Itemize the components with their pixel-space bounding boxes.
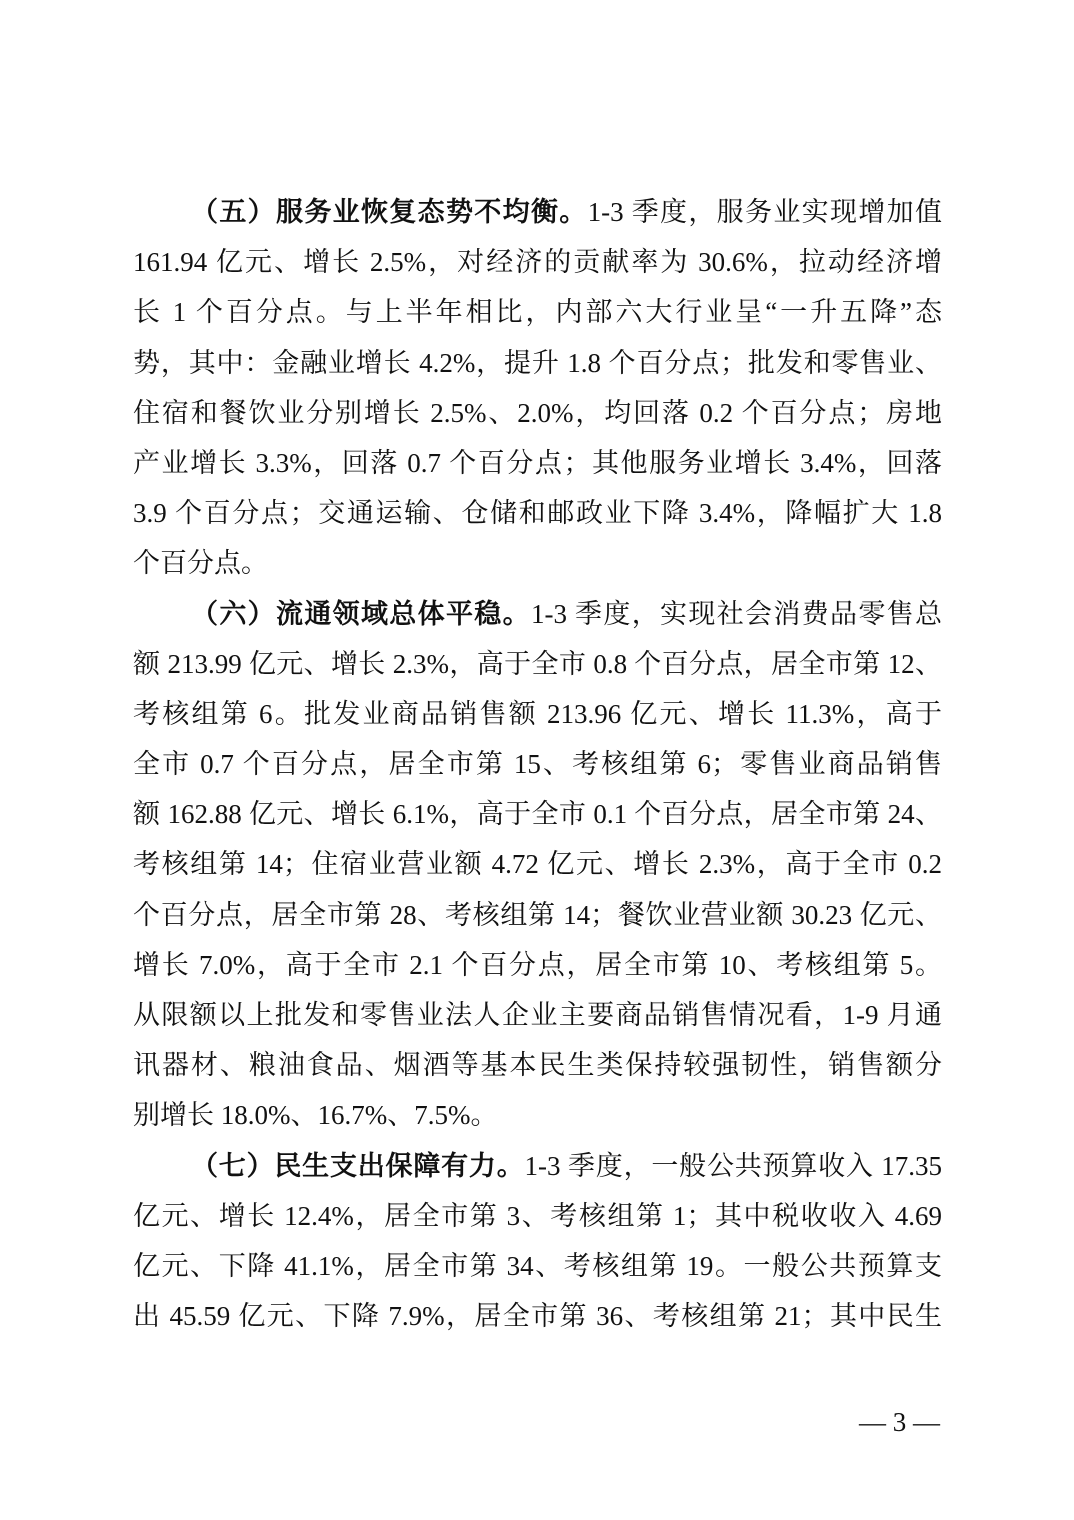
section-heading: （五）服务业恢复态势不均衡。 (191, 197, 588, 227)
text-line: 住宿和餐饮业分别增长 2.5%、2.0%，均回落 0.2 个百分点；房地 (133, 397, 942, 428)
text-line: 势，其中：金融业增长 4.2%，提升 1.8 个百分点；批发和零售业、 (133, 347, 942, 378)
text-line: 讯器材、粮油食品、烟酒等基本民生类保持较强韧性，销售额分 (133, 1050, 942, 1081)
paragraph-circulation (133, 589, 942, 1141)
text-line: 全市 0.7 个百分点，居全市第 15、考核组第 6；零售业商品销售 (133, 749, 942, 780)
text-line: 161.94 亿元、增长 2.5%，对经济的贡献率为 30.6%，拉动经济增 (133, 247, 942, 278)
text-line: 个百分点。 (133, 548, 268, 579)
text-line (133, 187, 942, 237)
text-line: 别增长 18.0%、16.7%、7.5%。 (133, 1100, 498, 1131)
text-line: 长 1 个百分点。与上半年相比，内部六大行业呈“一升五降”态 (133, 297, 942, 328)
text-line: 个百分点，居全市第 28、考核组第 14；餐饮业营业额 30.23 亿元、 (133, 899, 942, 930)
text-line: 出 45.59 亿元、下降 7.9%，居全市第 36、考核组第 21；其中民生 (133, 1301, 942, 1332)
text-line (133, 1141, 942, 1191)
text-line: 考核组第 6。批发业商品销售额 213.96 亿元、增长 11.3%，高于 (133, 698, 942, 729)
page-number: — 3 — (859, 1407, 940, 1437)
text-line: 亿元、下降 41.1%，居全市第 34、考核组第 19。一般公共预算支 (133, 1250, 942, 1281)
text-line: 额 213.99 亿元、增长 2.3%，高于全市 0.8 个百分点，居全市第 12、 (133, 648, 942, 679)
text-line: 考核组第 14；住宿业营业额 4.72 亿元、增长 2.3%，高于全市 0.2 (133, 849, 942, 880)
document-body (133, 187, 942, 1341)
text-line: 额 162.88 亿元、增长 6.1%，高于全市 0.1 个百分点，居全市第 24、 (133, 799, 942, 830)
section-heading: （六）流通领域总体平稳。 (191, 598, 531, 629)
text-line (133, 589, 942, 639)
paragraph-livelihood (133, 1141, 942, 1342)
text-line: 3.9 个百分点；交通运输、仓储和邮政业下降 3.4%，降幅扩大 1.8 (133, 498, 942, 529)
text-run: 1-3 季度，实现社会消费品零售总 (530, 598, 942, 629)
section-heading: （七）民生支出保障有力。 (191, 1150, 525, 1181)
text-line: 亿元、增长 12.4%，居全市第 3、考核组第 1；其中税收收入 4.69 (133, 1200, 942, 1231)
text-run: 1-3 季度，服务业实现增加值 (587, 197, 942, 227)
text-line: 从限额以上批发和零售业法人企业主要商品销售情况看，1-9 月通 (133, 1000, 942, 1030)
text-line: 产业增长 3.3%，回落 0.7 个百分点；其他服务业增长 3.4%，回落 (133, 447, 942, 478)
paragraph-services (133, 187, 942, 589)
text-run: 1-3 季度，一般公共预算收入 17.35 (524, 1150, 942, 1181)
text-line: 增长 7.0%，高于全市 2.1 个百分点，居全市第 10、考核组第 5。 (133, 949, 942, 980)
